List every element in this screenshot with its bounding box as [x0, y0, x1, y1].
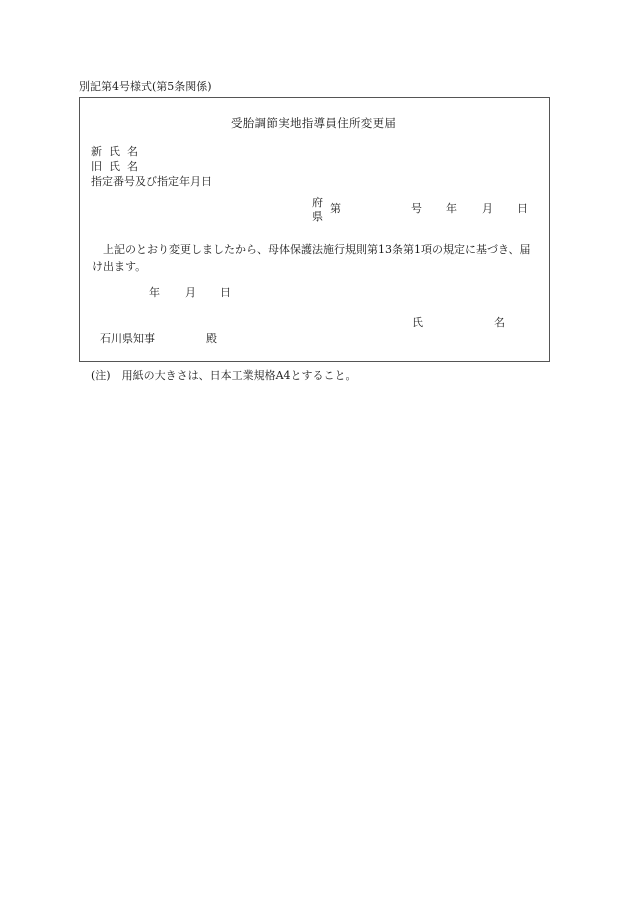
prefecture-ken: 県: [312, 210, 323, 223]
addressee-name: 石川県知事: [100, 332, 155, 345]
date-day: 日: [220, 286, 231, 299]
new-name-char-1: 新: [91, 145, 102, 158]
addressee-honorific: 殿: [206, 332, 217, 345]
old-name-char-1: 旧: [91, 160, 102, 173]
prefecture-fu: 府: [312, 196, 323, 209]
designation-day: 日: [517, 202, 528, 215]
date-year: 年: [149, 286, 160, 299]
old-name-char-2: 氏: [109, 160, 120, 173]
signature-shi: 氏: [412, 316, 423, 329]
declaration-text: 上記のとおり変更しましたから、母体保護法施行規則第13条第1項の規定に基づき、届け出ます。: [92, 243, 531, 273]
new-name-char-2: 氏: [109, 145, 120, 158]
date-month: 月: [185, 286, 196, 299]
paper-size-note: (注) 用紙の大きさは、日本工業規格A4とすること。: [91, 369, 357, 382]
signature-mei: 名: [494, 316, 505, 329]
new-name-char-3: 名: [127, 145, 138, 158]
designation-dai: 第: [330, 202, 341, 215]
form-frame: [79, 97, 550, 362]
new-name-label: [91, 146, 138, 157]
designation-year: 年: [446, 202, 457, 215]
prefecture-stack: [312, 196, 323, 224]
designation-label: 指定番号及び指定年月日: [91, 175, 212, 188]
form-title: 受胎調節実地指導員住所変更届: [231, 116, 397, 130]
designation-gou: 号: [411, 202, 422, 215]
designation-month: 月: [482, 202, 493, 215]
old-name-label: [91, 161, 138, 172]
old-name-char-3: 名: [127, 160, 138, 173]
form-heading: 別記第4号様式(第5条関係): [79, 80, 212, 93]
